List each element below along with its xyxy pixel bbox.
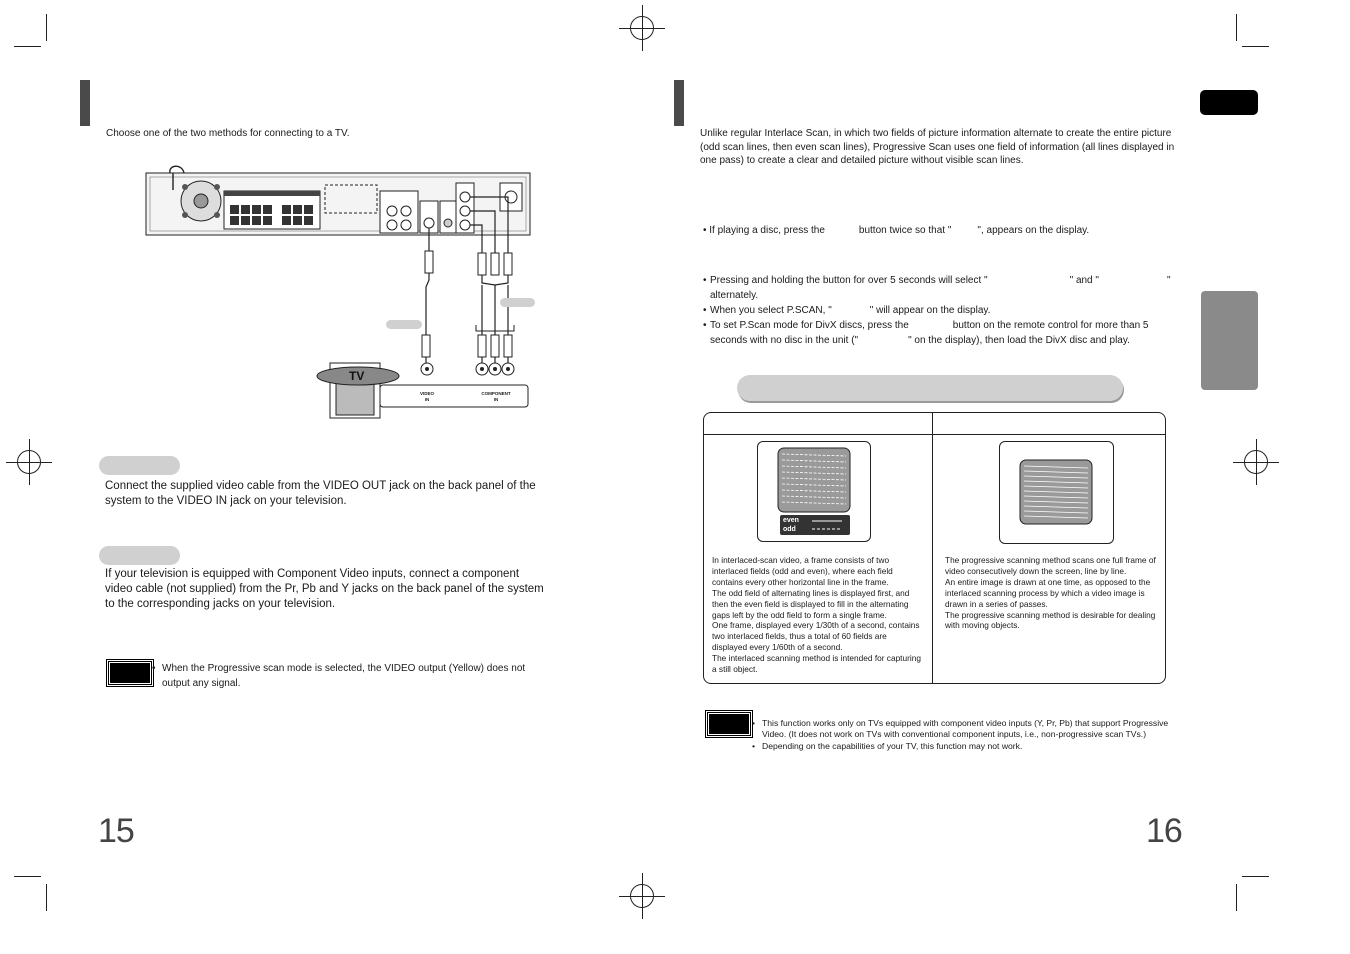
right-bullets xyxy=(703,273,1179,348)
left-note-item: • When the Progressive scan mode is selected, the VIDEO output (Yellow) does not output any signal. xyxy=(152,661,547,691)
right-note-item: • This function works only on TVs equipped with component video inputs (Y, Pr, Pb) that support Progressive Video. (It does not work on TVs with conventional component inputs, i.e., non-progressive scan TVs.) xyxy=(752,718,1182,740)
comparison-heading-pill xyxy=(737,375,1123,401)
step1-text-b: button twice so that " xyxy=(858,225,952,236)
method1-text: Connect the supplied video cable from the VIDEO OUT jack on the back panel of the system to the VIDEO IN jack on your television. xyxy=(105,480,536,507)
bullet-item: • When you select P.SCAN, " " will appear on the display. xyxy=(703,305,991,316)
method1-label-pill xyxy=(99,456,180,475)
right-intro: Unlike regular Interlace Scan, in which two fields of picture information alternate to create the entire picture (odd scan lines, then even scan lines), Progressive Scan uses one field of information (all lines displayed in one pass) to create a clear and detailed picture without visible scan lines. xyxy=(700,128,1175,166)
tv-label: TV xyxy=(349,369,365,383)
note-icon xyxy=(107,660,153,686)
left-title-bar xyxy=(80,80,90,126)
crop-mark xyxy=(1236,14,1237,41)
left-note xyxy=(152,661,547,691)
interlaced-screen xyxy=(758,442,870,541)
step1-line: • If playing a disc, press the button twice so that " ", appears on the display. xyxy=(703,225,1090,236)
registration-mark xyxy=(17,450,41,474)
crop-mark xyxy=(1242,876,1269,877)
note-icon xyxy=(706,711,752,737)
interlaced-field-labels: even odd xyxy=(783,517,799,533)
connection-diagram xyxy=(140,165,535,425)
right-title-bar xyxy=(674,80,684,126)
step1-text-c: ", appears on the display. xyxy=(977,225,1090,236)
bullet-item: • Pressing and holding the button for over 5 seconds will select " " and " " alternately. xyxy=(703,275,1171,301)
side-tab xyxy=(1201,291,1258,390)
registration-mark xyxy=(630,884,654,908)
registration-mark xyxy=(1244,450,1268,474)
method2-text: If your television is equipped with Component Video inputs, connect a component video cable (not supplied) from the Pr, Pb and Y jacks on the back panel of the system to the corresponding jacks on your television. xyxy=(105,568,544,610)
progressive-screen xyxy=(1000,442,1113,543)
crop-mark xyxy=(1242,46,1269,47)
column-divider xyxy=(932,413,933,683)
crop-mark xyxy=(46,884,47,911)
interlaced-frame-illustration xyxy=(757,441,871,542)
right-note-item: • Depending on the capabilities of your TV, this function may not work. xyxy=(752,741,1182,752)
crop-mark xyxy=(1236,884,1237,911)
step1-text-a: If playing a disc, press the xyxy=(709,225,825,236)
page-number-left: 15 xyxy=(98,812,134,850)
comparison-table-header xyxy=(704,413,1165,435)
tv-video-in-label: VIDEO IN xyxy=(419,391,434,402)
crop-mark xyxy=(14,46,41,47)
registration-mark xyxy=(630,16,654,40)
left-intro: Choose one of the two methods for connecting to a TV. xyxy=(106,128,350,139)
crop-mark xyxy=(46,14,47,41)
right-notes xyxy=(752,718,1182,752)
tv-component-in-label: COMPONENT IN xyxy=(481,391,511,402)
language-tab xyxy=(1200,90,1258,115)
method2-label-pill xyxy=(99,546,180,565)
interlaced-description: In interlaced-scan video, a frame consists of two interlaced fields (odd and even), where each field contains every other horizontal line in the frame. The odd field of alternating lines is displayed first, and then the even field is displayed to fill in the alternating gaps left by the odd field to form a single frame. One frame, displayed every 1/30th of a second, contains two interlaced fields, thus a total of 60 fields are displayed every 1/60th of a second. The interlaced scanning method is intended for capturing a still object. xyxy=(712,555,921,675)
progressive-frame-illustration xyxy=(999,441,1114,544)
page-number-right: 16 xyxy=(1146,812,1182,850)
bullet-item: • To set P.Scan mode for DivX discs, press the button on the remote control for more than 5 seconds with no disc in the unit (" " on the display), then load the DivX disc and play. xyxy=(703,320,1149,346)
progressive-description: The progressive scanning method scans one full frame of video consecutively down the screen, line by line. An entire image is drawn at one time, as opposed to the interlaced scanning process by which a video image is drawn in a series of passes. The progressive scanning method is desirable for dealing with moving objects. xyxy=(945,555,1156,631)
crop-mark xyxy=(14,876,41,877)
